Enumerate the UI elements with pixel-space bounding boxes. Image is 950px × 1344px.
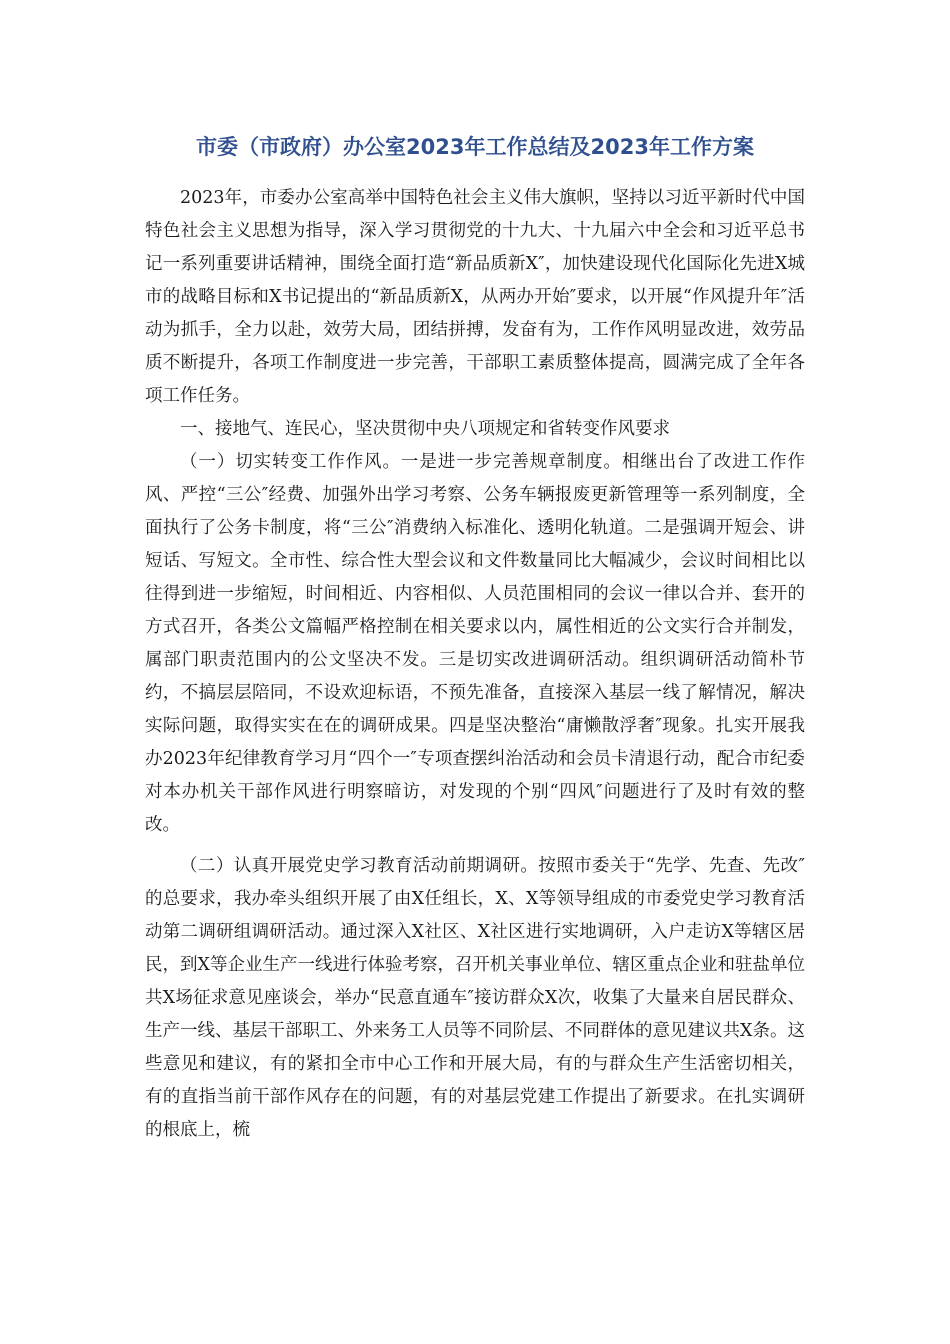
subsection-paragraph-2: （二）认真开展党史学习教育活动前期调研。按照市委关于“先学、先查、先改″的总要求，我办牵头组织开展了由X任组长，X、X等领导组成的市委党史学习教育活动第二调研组调研活动。通过深入X社区、X社区进行实地调研，入户走访X等辖区居民，到X等企业生产一线进行体验考察，召开机关事业单位、辖区重点企业和驻盐单位共X场征求意见座谈会，举办“民意直通车″接访群众X次，收集了大量来自居民群众、生产一线、基层干部职工、外来务工人员等不同阶层、不同群体的意见建议共X条。这些意见和建议，有的紧扣全市中心工作和开展大局，有的与群众生产生活密切相关，有的直指当前干部作风存在的问题，有的对基层党建工作提出了新要求。在扎实调研的根底上，梳	[145, 856, 805, 1140]
document-body	[145, 182, 805, 1147]
paragraph-gap	[145, 842, 805, 850]
subsection-paragraph-1: （一）切实转变工作作风。一是进一步完善规章制度。相继出台了改进工作作风、严控“三公″经费、加强外出学习考察、公务车辆报废更新管理等一系列制度，全面执行了公务卡制度，将“三公″消费纳入标准化、透明化轨道。二是强调开短会、讲短话、写短文。全市性、综合性大型会议和文件数量同比大幅减少，会议时间相比以往得到进一步缩短，时间相近、内容相似、人员范围相同的会议一律以合并、套开的方式召开，各类公文篇幅严格控制在相关要求以内，属性相近的公文实行合并制发，属部门职责范围内的公文坚决不发。三是切实改进调研活动。组织调研活动简朴节约，不搞层层陪同，不设欢迎标语，不预先准备，直接深入基层一线了解情况，解决实际问题，取得实实在在的调研成果。四是坚决整治“庸懒散浮奢″现象。扎实开展我办2023年纪律教育学习月“四个一″专项查摆纠治活动和会员卡清退行动，配合市纪委对本办机关干部作风进行明察暗访，对发现的个别“四风″问题进行了及时有效的整改。	[145, 452, 805, 835]
section-heading: 一、接地气、连民心，坚决贯彻中央八项规定和省转变作风要求	[180, 419, 670, 439]
intro-paragraph: 2023年，市委办公室高举中国特色社会主义伟大旗帜，坚持以习近平新时代中国特色社会主义思想为指导，深入学习贯彻党的十九大、十九届六中全会和习近平总书记一系列重要讲话精神，围绕全面打造“新品质新X″，加快建设现代化国际化先进X城市的战略目标和X书记提出的“新品质新X，从两办开始″要求，以开展“作风提升年″活动为抓手，全力以赴，效劳大局，团结拼搏，发奋有为，工作作风明显改进，效劳品质不断提升，各项工作制度进一步完善，干部职工素质整体提高，圆满完成了全年各项工作任务。	[145, 188, 805, 406]
document-title: 市委（市政府）办公室2023年工作总结及2023年工作方案	[196, 135, 754, 159]
